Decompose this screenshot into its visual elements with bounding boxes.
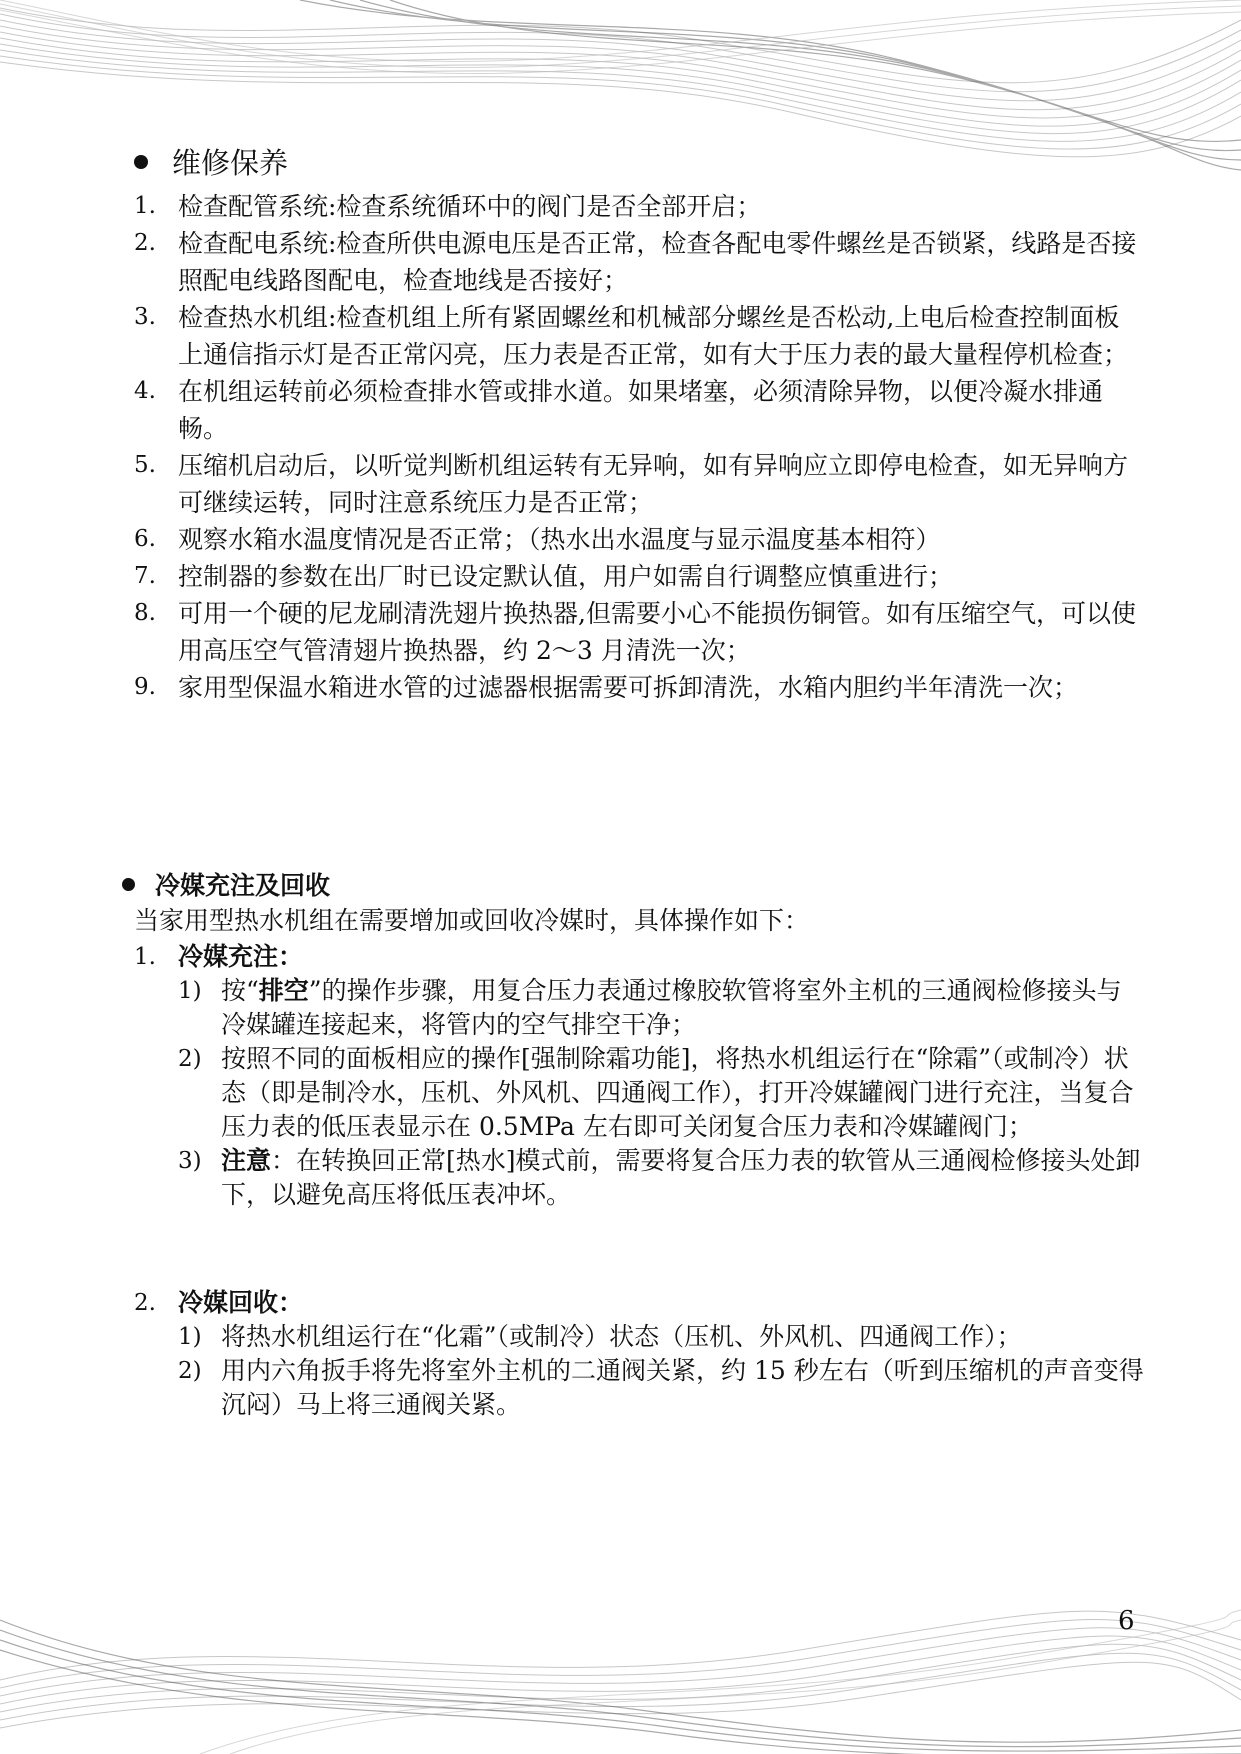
list-item [134,225,1144,299]
list-item [134,373,1144,447]
section-refrigerant-heading [122,866,330,902]
list-item [134,521,1144,558]
list-item [134,595,1144,669]
refrigerant-recovery-block [134,1286,1144,1422]
bullet-icon [134,155,148,169]
list-item [134,669,1144,706]
item-text: 在机组运转前必须检查排水管或排水道。如果堵塞，必须清除异物，以便冷凝水排通畅。 [178,377,1104,443]
step-number: 2) [178,1358,202,1384]
wave-footer-decoration [0,1560,1241,1754]
step-item [134,1144,1144,1212]
bullet-icon [122,878,135,891]
step-text: ：在转换回正常[热水]模式前，需要将复合压力表的软管从三通阀检修接头处卸下，以避免高压将低压表冲坏。 [221,1146,1141,1209]
step-emphasis: 注意 [221,1146,272,1175]
section-title: 冷媒充注及回收 [155,871,331,900]
subsection-title [134,1286,1144,1320]
step-text: 用内六角扳手将先将室外主机的二通阀关紧，约 15 秒左右（听到压缩机的声音变得沉闷）马上将三通阀关紧。 [221,1356,1144,1419]
item-text: 控制器的参数在出厂时已设定默认值，用户如需自行调整应慎重进行； [178,562,954,591]
item-number: 9. [134,674,156,700]
item-text: 检查配电系统:检查所供电源电压是否正常，检查各配电零件螺丝是否锁紧，线路是否接照配电线路图配电，检查地线是否接好； [178,229,1137,295]
step-emphasis: 排空 [258,976,309,1005]
step-number: 3) [178,1148,202,1174]
list-item [134,188,1144,225]
item-number: 4. [134,378,156,404]
item-number: 2. [134,230,156,256]
step-text: 按“ [221,976,259,1005]
item-text: 检查热水机组:检查机组上所有紧固螺丝和机械部分螺丝是否松动,上电后检查控制面板上通信指示灯是否正常闪亮，压力表是否正常，如有大于压力表的最大量程停机检查； [178,303,1129,369]
section-maintenance-heading [134,141,288,182]
item-text: 可用一个硬的尼龙刷清洗翅片换热器,但需要小心不能损伤铜管。如有压缩空气，可以使用高压空气管清翅片换热器，约 2～3 月清洗一次； [178,599,1136,665]
step-text: 将热水机组运行在“化霜”（或制冷）状态（压机、外风机、四通阀工作）； [221,1322,1022,1351]
list-item [134,558,1144,595]
step-item [134,1354,1144,1422]
step-number: 1) [178,978,202,1004]
step-text: ”的操作步骤，用复合压力表通过橡胶软管将室外主机的三通阀检修接头与冷媒罐连接起来，将管内的空气排空干净； [221,976,1122,1039]
item-text: 家用型保温水箱进水管的过滤器根据需要可拆卸清洗，水箱内胆约半年清洗一次； [178,673,1079,702]
page-number: 6 [1118,1606,1135,1636]
section-intro: 当家用型热水机组在需要增加或回收冷媒时，具体操作如下： [134,906,810,935]
step-list [134,974,1144,1212]
item-number: 3. [134,304,156,330]
item-text: 观察水箱水温度情况是否正常；（热水出水温度与显示温度基本相符） [178,525,941,554]
list-item [134,447,1144,521]
item-number: 1. [134,944,156,970]
step-item [134,974,1144,1042]
maintenance-list [134,188,1144,706]
item-number: 5. [134,452,156,478]
step-number: 1) [178,1324,202,1350]
item-number: 1. [134,193,156,219]
step-number: 2) [178,1046,202,1072]
step-text: 按照不同的面板相应的操作[强制除霜功能]，将热水机组运行在“除霜”（或制冷）状态（即是制冷水，压机、外风机、四通阀工作），打开冷媒罐阀门进行充注，当复合压力表的低压表显示在 0.5MPa 左右即可关闭复合压力表和冷媒罐阀门； [221,1044,1134,1141]
subsection-title-text: 冷媒回收： [178,1288,304,1317]
item-number: 2. [134,1290,156,1316]
step-list [134,1320,1144,1422]
subsection-title [134,940,1144,974]
item-text: 压缩机启动后，以听觉判断机组运转有无异响，如有异响应立即停电检查，如无异响方可继续运转，同时注意系统压力是否正常； [178,451,1129,517]
item-number: 7. [134,563,156,589]
item-number: 6. [134,526,156,552]
refrigerant-charging-block [134,940,1144,1212]
subsection-title-text: 冷媒充注： [178,942,304,971]
item-number: 8. [134,600,156,626]
item-text: 检查配管系统:检查系统循环中的阀门是否全部开启； [178,192,762,221]
step-item [134,1320,1144,1354]
section-title: 维修保养 [172,146,289,180]
list-item [134,299,1144,373]
step-item [134,1042,1144,1144]
